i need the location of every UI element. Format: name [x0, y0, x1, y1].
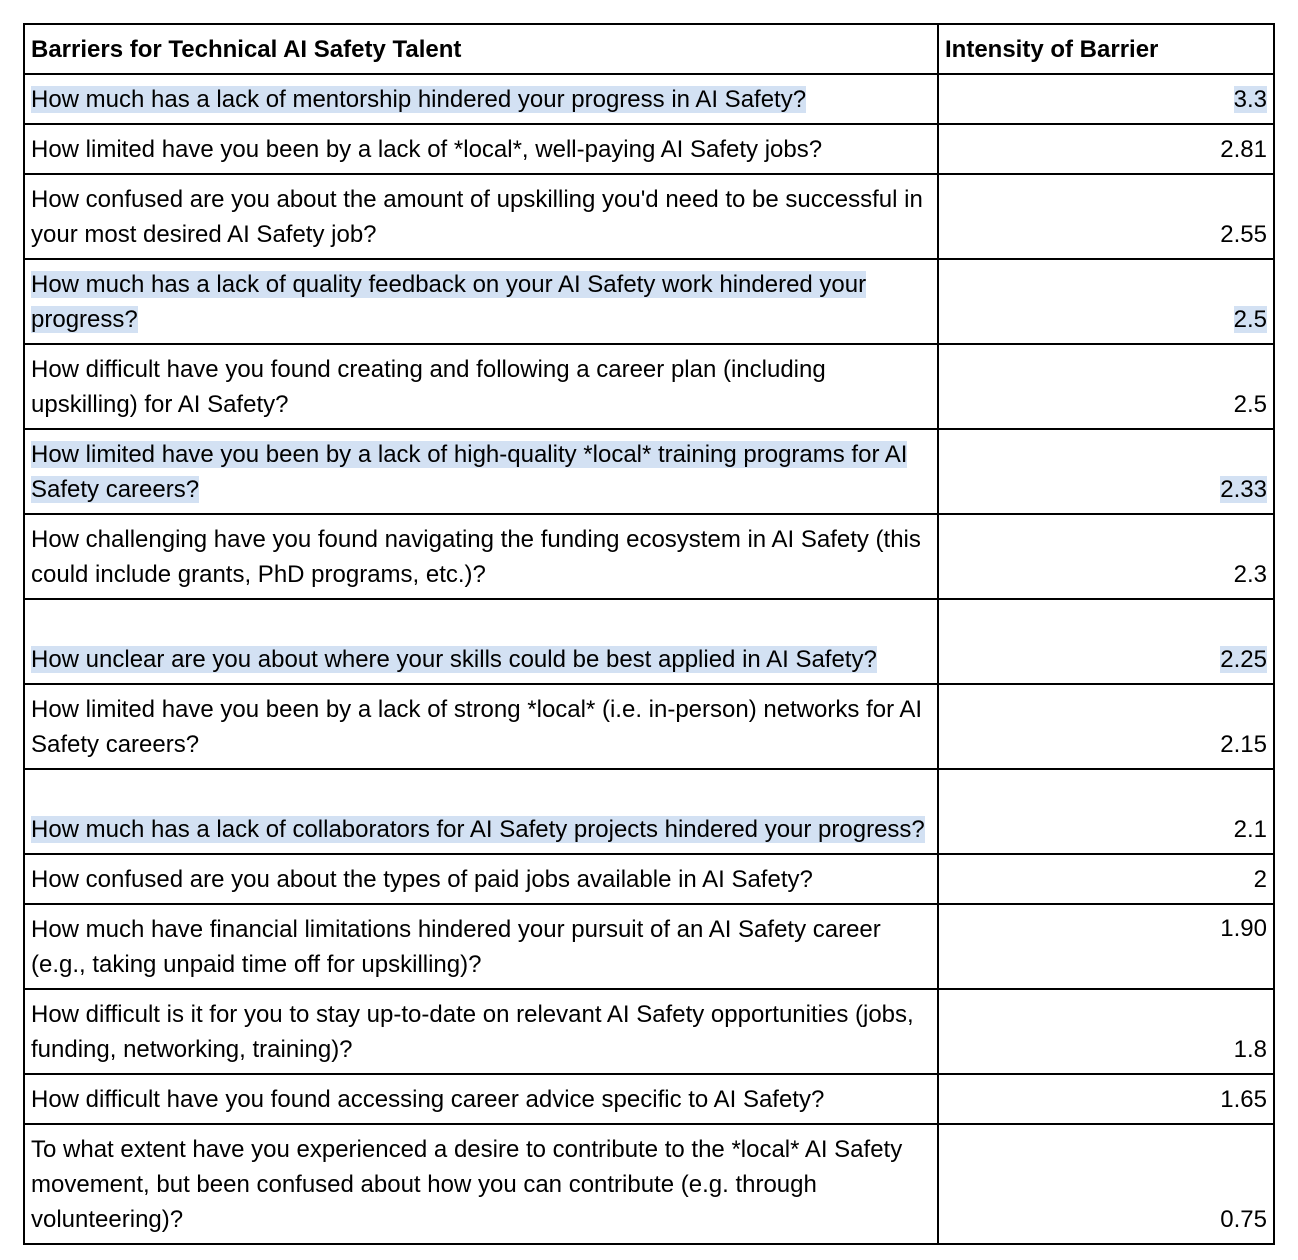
intensity-cell [938, 854, 1274, 904]
table-row [24, 344, 1274, 429]
barriers-table [23, 23, 1275, 1245]
table-row [24, 124, 1274, 174]
intensity-value: 2.5 [1233, 391, 1267, 418]
intensity-cell [938, 599, 1274, 684]
question-cell [24, 429, 938, 514]
question-cell [24, 514, 938, 599]
intensity-cell [938, 429, 1274, 514]
question-cell [24, 769, 938, 854]
question-text: How confused are you about the amount of upskilling you'd need to be successful in your most desired AI Safety job? [31, 186, 923, 248]
table-row [24, 599, 1274, 684]
intensity-value: 2.81 [1220, 136, 1267, 163]
question-cell [24, 989, 938, 1074]
intensity-value: 3.3 [1233, 86, 1267, 113]
question-cell [24, 599, 938, 684]
intensity-cell [938, 124, 1274, 174]
table-row [24, 1074, 1274, 1124]
intensity-value: 1.65 [1220, 1086, 1267, 1113]
intensity-value: 0.75 [1220, 1206, 1267, 1233]
intensity-cell [938, 259, 1274, 344]
question-text: How limited have you been by a lack of high-quality *local* training programs for AI Safety careers? [31, 441, 908, 503]
question-text: How difficult is it for you to stay up-to-date on relevant AI Safety opportunities (jobs, funding, networking, training)? [31, 1001, 914, 1063]
intensity-value: 1.90 [1220, 915, 1267, 942]
question-cell [24, 1124, 938, 1244]
intensity-value: 2.33 [1220, 476, 1267, 503]
question-text: How difficult have you found accessing career advice specific to AI Safety? [31, 1086, 825, 1113]
header-question: Barriers for Technical AI Safety Talent [24, 24, 938, 74]
table-row [24, 429, 1274, 514]
intensity-cell [938, 769, 1274, 854]
table-row [24, 514, 1274, 599]
intensity-value: 2.5 [1233, 306, 1267, 333]
question-text: How unclear are you about where your skills could be best applied in AI Safety? [31, 646, 877, 673]
question-cell [24, 684, 938, 769]
question-cell [24, 174, 938, 259]
question-text: How much has a lack of collaborators for AI Safety projects hindered your progress? [31, 816, 925, 843]
question-cell [24, 124, 938, 174]
intensity-cell [938, 514, 1274, 599]
question-text: How confused are you about the types of paid jobs available in AI Safety? [31, 866, 813, 893]
question-cell [24, 344, 938, 429]
intensity-cell [938, 684, 1274, 769]
table-row [24, 854, 1274, 904]
intensity-value: 2.15 [1220, 731, 1267, 758]
question-text: How limited have you been by a lack of strong *local* (i.e. in-person) networks for AI Safety careers? [31, 696, 923, 758]
intensity-value: 2.55 [1220, 221, 1267, 248]
question-text: How limited have you been by a lack of *local*, well-paying AI Safety jobs? [31, 136, 823, 163]
table-row [24, 174, 1274, 259]
intensity-cell [938, 174, 1274, 259]
table-row [24, 684, 1274, 769]
table-row [24, 989, 1274, 1074]
intensity-value: 2 [1253, 866, 1267, 893]
table-row [24, 1124, 1274, 1244]
question-text: How difficult have you found creating and following a career plan (including upskilling) for AI Safety? [31, 356, 826, 418]
intensity-value: 2.1 [1233, 816, 1267, 843]
table-row [24, 904, 1274, 989]
question-text: How much have financial limitations hindered your pursuit of an AI Safety career (e.g., taking unpaid time off for upskilling)? [31, 916, 881, 978]
intensity-value: 2.3 [1233, 561, 1267, 588]
intensity-cell [938, 1074, 1274, 1124]
question-text: How much has a lack of mentorship hindered your progress in AI Safety? [31, 86, 807, 113]
table-row [24, 259, 1274, 344]
question-cell [24, 904, 938, 989]
question-text: How challenging have you found navigating the funding ecosystem in AI Safety (this could include grants, PhD programs, etc.)? [31, 526, 921, 588]
intensity-cell [938, 989, 1274, 1074]
intensity-cell [938, 1124, 1274, 1244]
question-cell [24, 74, 938, 124]
header-intensity: Intensity of Barrier [938, 24, 1274, 74]
question-cell [24, 259, 938, 344]
question-text: How much has a lack of quality feedback on your AI Safety work hindered your progress? [31, 271, 867, 333]
intensity-value: 1.8 [1233, 1036, 1267, 1063]
intensity-cell [938, 904, 1274, 989]
question-cell [24, 854, 938, 904]
question-text: To what extent have you experienced a desire to contribute to the *local* AI Safety movement, but been confused about how you can contribute (e.g. through volunteering)? [31, 1136, 903, 1233]
table-row [24, 74, 1274, 124]
intensity-cell [938, 344, 1274, 429]
question-cell [24, 1074, 938, 1124]
table-row [24, 769, 1274, 854]
intensity-cell [938, 74, 1274, 124]
header-row [24, 24, 1274, 74]
intensity-value: 2.25 [1220, 646, 1267, 673]
